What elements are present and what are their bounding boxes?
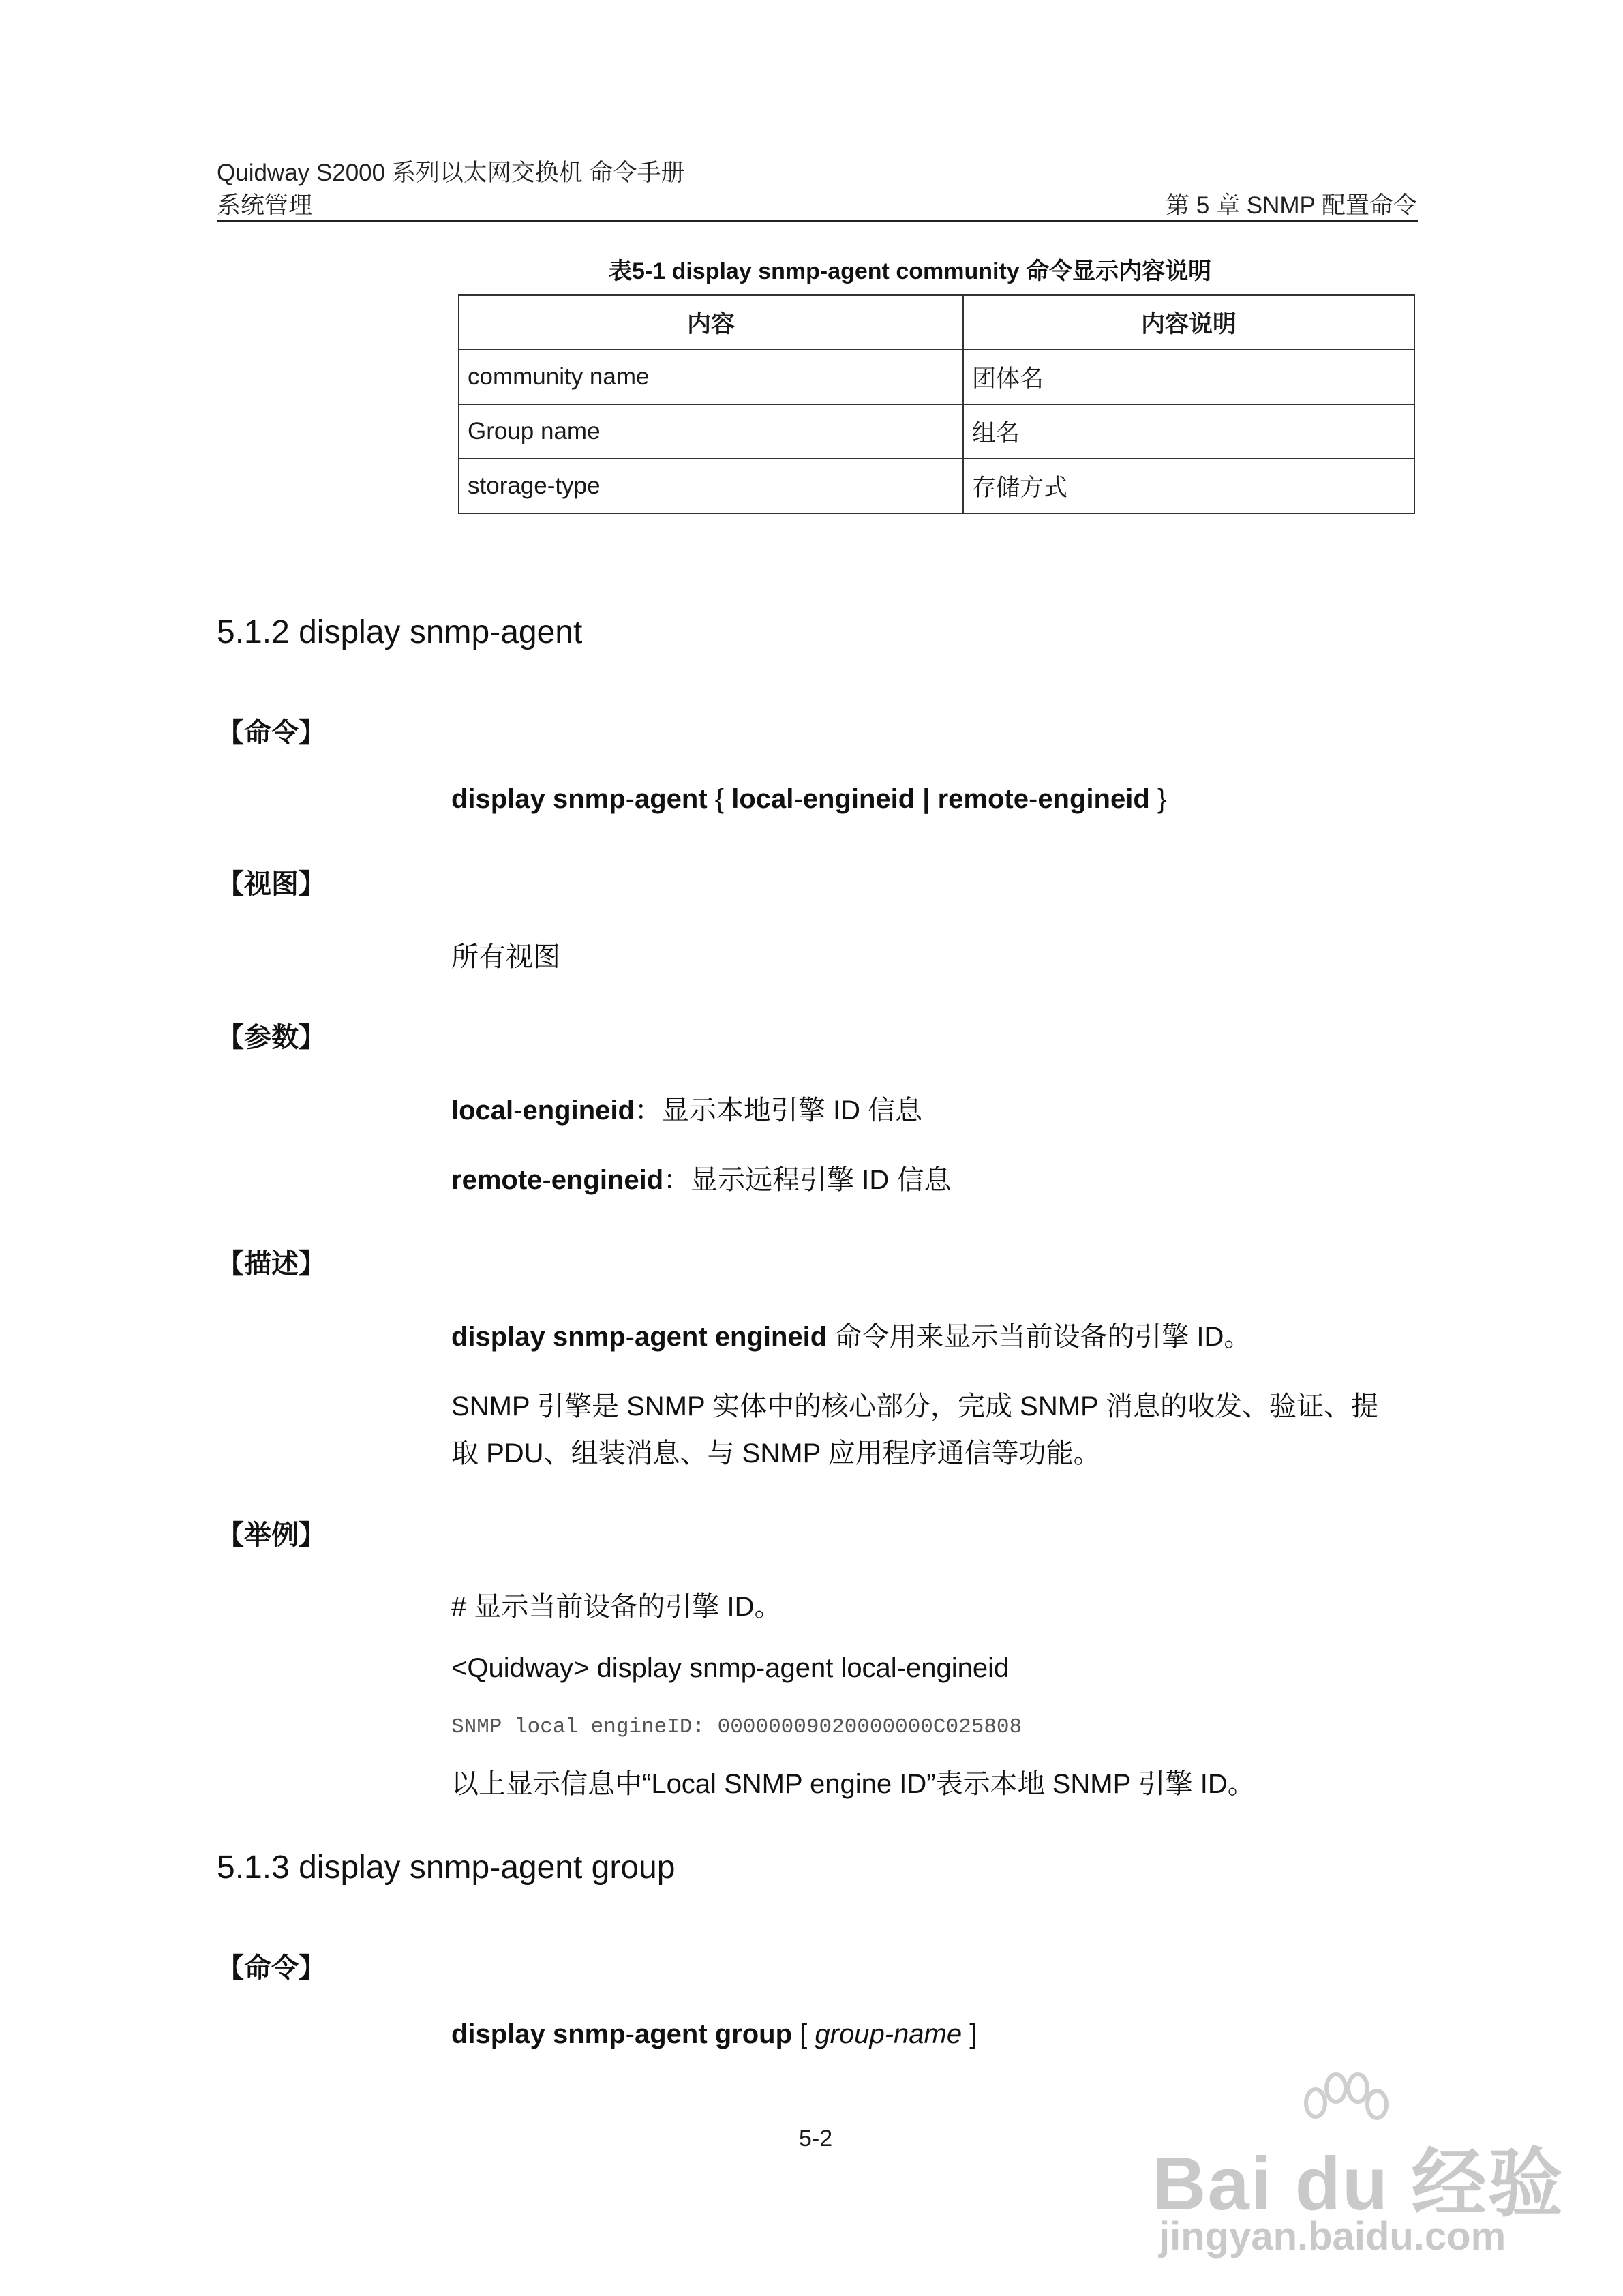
param-local bbox=[451, 1089, 922, 1128]
view-text: 所有视图 bbox=[451, 942, 560, 972]
section-title-512: 5.1.2 display snmp-agent bbox=[217, 614, 583, 650]
cmd-dash: - bbox=[625, 784, 635, 814]
cmd-keyword: engineid bbox=[802, 784, 915, 814]
view-tag: 【视图】 bbox=[217, 869, 326, 899]
cmd-keyword: local bbox=[731, 784, 794, 814]
example-output: SNMP local engineID: 00000009020000000C025808 bbox=[451, 1715, 1022, 1739]
watermark-url: jingyan.baidu.com bbox=[1159, 2214, 1506, 2259]
table-header-cell: 内容 bbox=[459, 295, 963, 350]
command-syntax bbox=[451, 784, 1166, 815]
cmd-keyword: remote bbox=[937, 784, 1029, 814]
cmd-brace: { bbox=[707, 784, 732, 814]
description-line-1 bbox=[451, 1315, 1251, 1354]
param-key: engineid bbox=[522, 1096, 635, 1126]
watermark bbox=[1152, 2069, 1564, 2260]
table-cell: 团体名 bbox=[963, 350, 1414, 404]
param-dash: - bbox=[513, 1096, 523, 1126]
example-note: 以上显示信息中“Local SNMP engine ID”表示本地 SNMP 引擎 ID。 bbox=[451, 1769, 1255, 1799]
description-paragraph-line: SNMP 引擎是 SNMP 实体中的核心部分，完成 SNMP 消息的收发、验证、提 bbox=[451, 1391, 1379, 1421]
table-row bbox=[459, 404, 1414, 459]
table-header-cell: 内容说明 bbox=[963, 295, 1414, 350]
watermark-brand: Bai du 经验 bbox=[1152, 2142, 1564, 2226]
content-table bbox=[458, 294, 1415, 514]
cmd-keyword: engineid bbox=[1037, 784, 1150, 814]
desc-dash: - bbox=[625, 1322, 635, 1352]
cmd-separator: | bbox=[915, 784, 938, 814]
command-tag: 【命令】 bbox=[217, 1953, 326, 1983]
cmd-brace: } bbox=[1149, 784, 1167, 814]
cmd-argument: group-name bbox=[815, 2019, 962, 2049]
doc-title: Quidway S2000 系列以太网交换机 命令手册 bbox=[217, 160, 685, 186]
table-row bbox=[459, 459, 1414, 513]
param-key: remote bbox=[451, 1165, 543, 1195]
cmd-keyword: display snmp bbox=[451, 784, 626, 814]
param-key: engineid bbox=[551, 1165, 664, 1195]
param-desc: ：显示远程引擎 ID 信息 bbox=[663, 1165, 952, 1195]
table-caption: 表5-1 display snmp-agent community 命令显示内容说明 bbox=[609, 258, 1212, 284]
section-title-513: 5.1.3 display snmp-agent group bbox=[217, 1849, 676, 1886]
desc-keyword: display snmp bbox=[451, 1322, 626, 1352]
param-desc: ：显示本地引擎 ID 信息 bbox=[634, 1096, 923, 1126]
header-rule bbox=[217, 220, 1418, 222]
desc-keyword: agent engineid bbox=[634, 1322, 828, 1352]
param-tag: 【参数】 bbox=[217, 1023, 326, 1053]
example-command: <Quidway> display snmp-agent local-engineid bbox=[451, 1653, 1010, 1683]
doc-section: 系统管理 bbox=[217, 192, 313, 219]
cmd-keyword: agent bbox=[634, 784, 708, 814]
example-comment: # 显示当前设备的引擎 ID。 bbox=[451, 1592, 782, 1622]
description-paragraph-line: 取 PDU、组装消息、与 SNMP 应用程序通信等功能。 bbox=[451, 1438, 1101, 1468]
table-cell: community name bbox=[459, 350, 963, 404]
command-tag: 【命令】 bbox=[217, 718, 326, 748]
table-cell: Group name bbox=[459, 404, 963, 459]
cmd-keyword: agent group bbox=[634, 2019, 793, 2049]
param-dash: - bbox=[542, 1165, 551, 1195]
table-header-row bbox=[459, 295, 1414, 350]
table-cell: storage-type bbox=[459, 459, 963, 513]
desc-rest: 命令用来显示当前设备的引擎 ID。 bbox=[827, 1322, 1252, 1352]
page-number: 5-2 bbox=[799, 2126, 833, 2151]
table-cell: 存储方式 bbox=[963, 459, 1414, 513]
table-row bbox=[459, 350, 1414, 404]
chapter-title: 第 5 章 SNMP 配置命令 bbox=[1166, 192, 1417, 219]
cmd-dash: - bbox=[1028, 784, 1038, 814]
param-key: local bbox=[451, 1096, 514, 1126]
example-tag: 【举例】 bbox=[217, 1520, 326, 1550]
cmd-dash: - bbox=[793, 784, 803, 814]
table-cell: 组名 bbox=[963, 404, 1414, 459]
cmd-bracket: ] bbox=[962, 2019, 977, 2049]
description-tag: 【描述】 bbox=[217, 1249, 326, 1279]
cmd-keyword: display snmp bbox=[451, 2019, 626, 2049]
param-remote bbox=[451, 1158, 951, 1197]
cmd-bracket: [ bbox=[792, 2019, 815, 2049]
cmd-dash: - bbox=[625, 2019, 635, 2049]
command-syntax-group bbox=[451, 2019, 977, 2050]
